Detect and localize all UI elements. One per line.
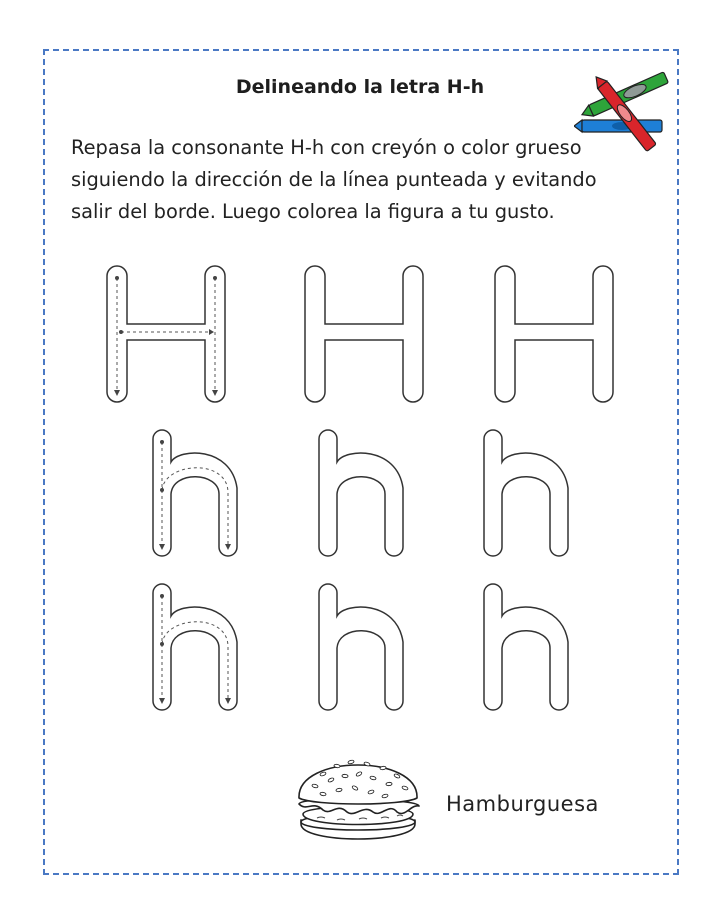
worksheet-title: Delineando la letra H-h	[235, 76, 485, 98]
lowercase-h-outline-row2-a	[317, 582, 411, 714]
hamburger-illustration	[293, 740, 423, 855]
lowercase-h-outline-row2-b	[482, 582, 576, 714]
uppercase-h-guided	[105, 264, 229, 404]
lowercase-h-guided-row2	[151, 582, 245, 714]
lowercase-h-outline-row1-a	[317, 428, 411, 560]
lowercase-h-guided-row1	[151, 428, 245, 560]
instructions-text: Repasa la consonante H-h con creyón o color grueso siguiendo la dirección de la línea punteada y evitando salir del borde. Luego colorea la figura a tu gusto.	[71, 136, 597, 223]
picture-label: Hamburguesa	[446, 792, 599, 816]
uppercase-h-outline-1	[303, 264, 427, 404]
lowercase-h-outline-row1-b	[482, 428, 576, 560]
uppercase-h-outline-2	[493, 264, 617, 404]
